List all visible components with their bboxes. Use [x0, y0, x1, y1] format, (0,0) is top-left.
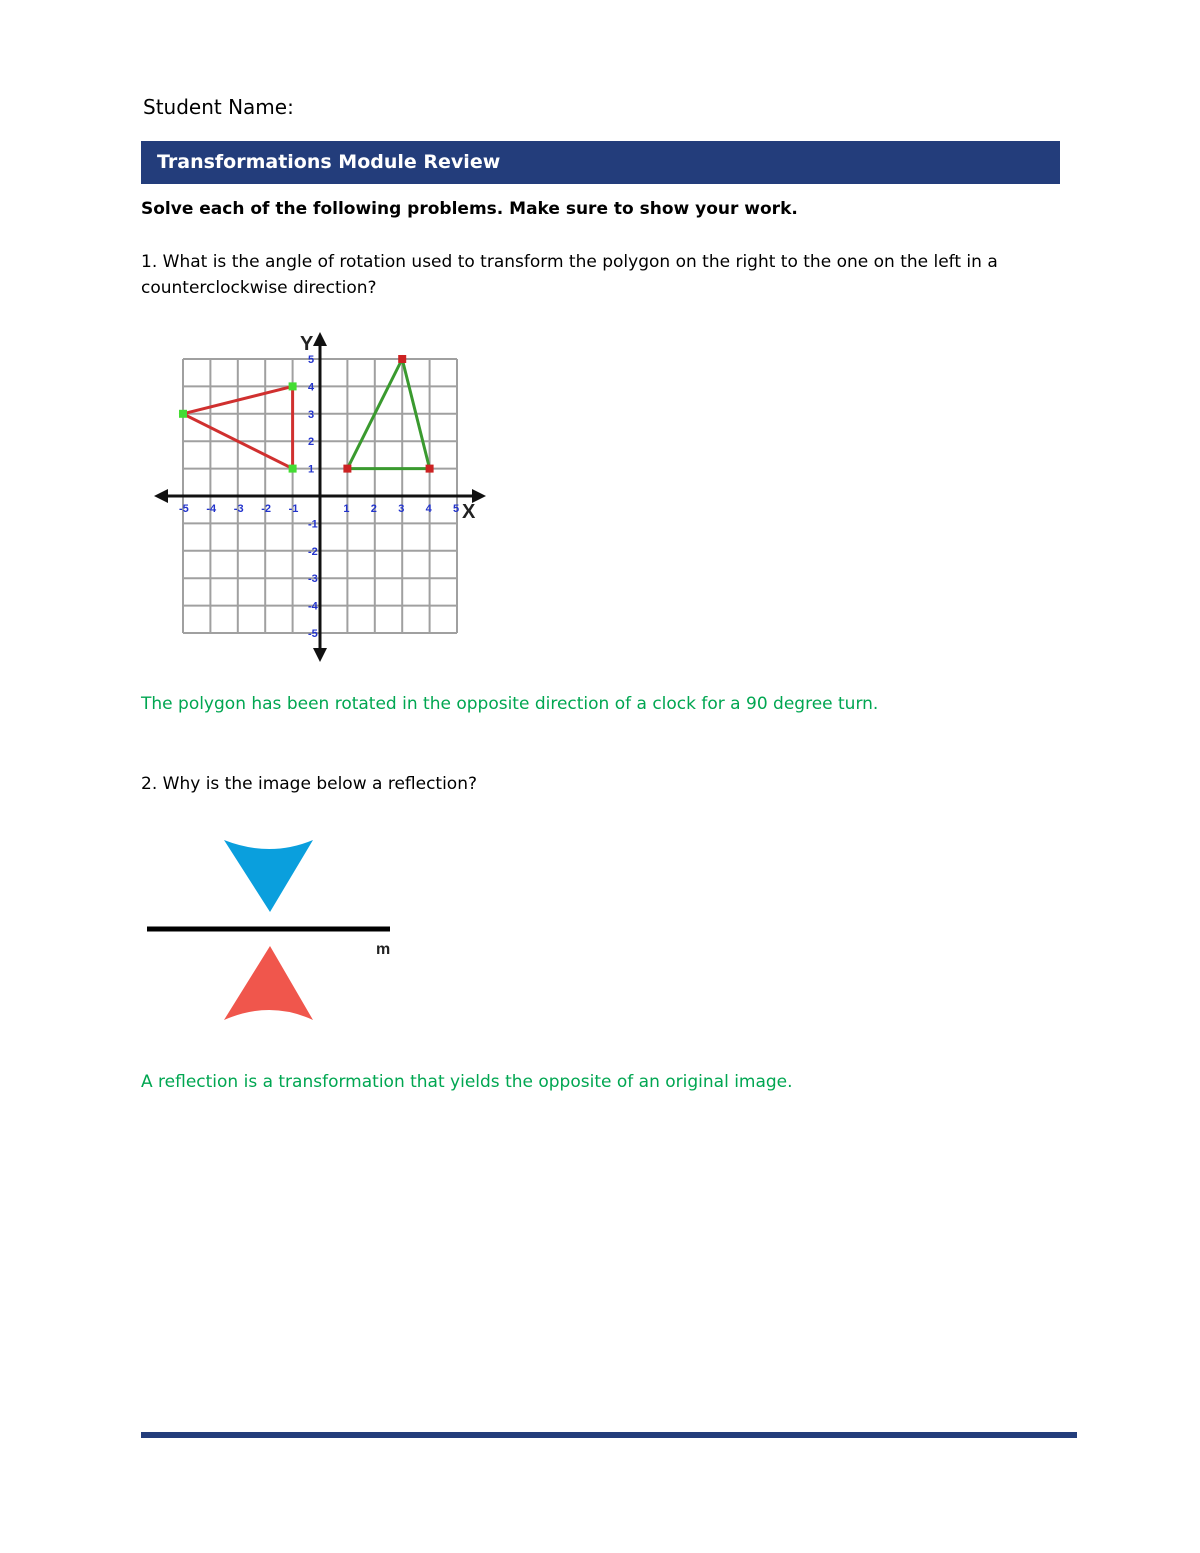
coordinate-grid	[150, 328, 490, 668]
question-1-text: What is the angle of rotation used to transform the polygon on the right to the one on the left in a counterclockwise direction?	[141, 252, 998, 298]
module-title: Transformations Module Review	[157, 151, 501, 173]
y-tick-label: 5	[308, 354, 315, 366]
x-tick-label: 2	[370, 503, 377, 515]
mirror-line-label: m	[376, 941, 391, 958]
x-tick-label: 4	[425, 503, 432, 515]
y-tick-label: -2	[308, 545, 318, 558]
y-axis-arrow-down	[313, 648, 327, 662]
reflection-figure	[140, 830, 420, 1030]
x-tick-label: 1	[343, 503, 350, 515]
top-shape	[224, 840, 313, 912]
x-tick-label: -1	[288, 503, 299, 515]
y-tick-label: -4	[308, 600, 318, 613]
y-tick-label: -5	[308, 628, 318, 640]
x-tick-label: -5	[179, 503, 189, 515]
question-2-number: 2.	[141, 774, 158, 794]
question-1-number: 1.	[141, 252, 158, 272]
x-tick-label: -4	[206, 503, 217, 515]
y-tick-label: 4	[308, 381, 315, 394]
y-axis-arrow-up	[313, 332, 327, 346]
answer-1: The polygon has been rotated in the opposite direction of a clock for a 90 degree turn.	[141, 694, 879, 714]
x-axis-arrow-left	[154, 489, 168, 503]
green-triangle-vertex	[398, 355, 406, 363]
module-title-bar	[141, 141, 1060, 184]
x-tick-label: -3	[233, 503, 244, 515]
y-tick-label: 1	[308, 463, 315, 476]
x-axis-label: X	[462, 501, 476, 523]
axes	[154, 332, 486, 662]
red-triangle-vertex	[289, 465, 297, 473]
y-tick-label: -1	[308, 518, 318, 531]
red-triangle-vertex	[179, 410, 187, 418]
green-triangle-vertex	[343, 465, 351, 473]
x-tick-label: 3	[398, 503, 405, 515]
y-axis-label: Y	[300, 333, 314, 355]
green-triangle-vertex	[426, 465, 434, 473]
question-2-text: Why is the image below a reflection?	[162, 774, 478, 794]
footer-rule	[141, 1432, 1077, 1438]
bottom-shape	[224, 946, 313, 1020]
x-tick-label: -2	[261, 503, 271, 515]
question-1	[141, 249, 1041, 301]
student-name-label: Student Name:	[143, 95, 294, 119]
y-tick-label: 3	[308, 408, 315, 421]
answer-2: A reflection is a transformation that yields the opposite of an original image.	[141, 1072, 793, 1092]
question-2	[141, 771, 477, 797]
y-tick-label: 2	[308, 436, 315, 449]
y-tick-label: -3	[308, 573, 318, 586]
x-tick-label: 5	[453, 503, 460, 515]
instructions-text: Solve each of the following problems. Make sure to show your work.	[141, 199, 798, 219]
red-triangle-vertex	[289, 382, 297, 390]
